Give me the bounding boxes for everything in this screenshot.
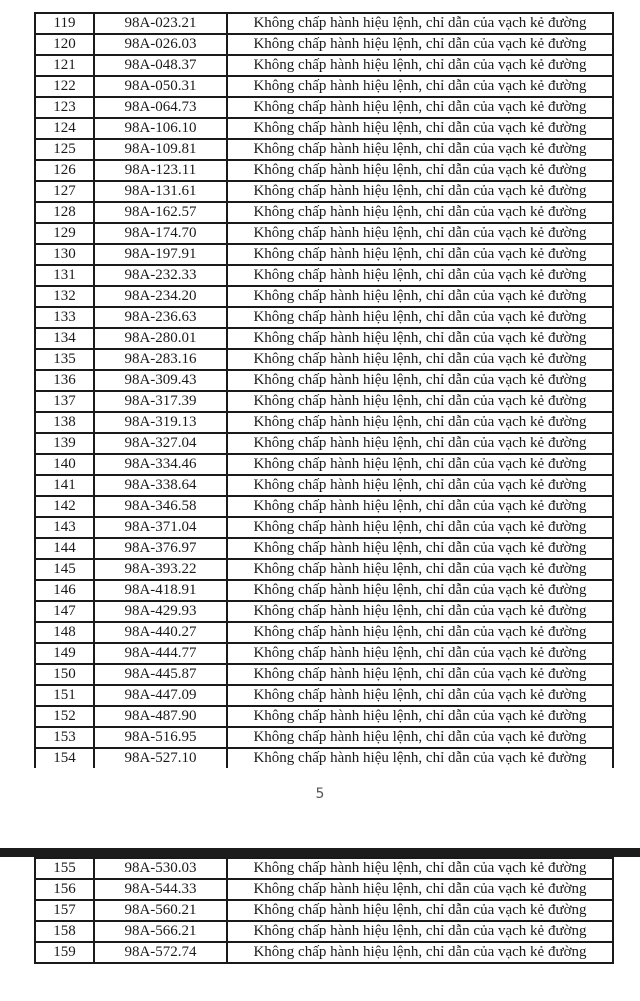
- table-row: [35, 454, 613, 475]
- violation-description: Không chấp hành hiệu lệnh, chỉ dẫn của vạch kẻ đường: [227, 181, 613, 202]
- row-number: 143: [35, 517, 94, 538]
- table-row: [35, 538, 613, 559]
- license-plate: 98A-376.97: [94, 538, 227, 559]
- table-row: [35, 496, 613, 517]
- license-plate: 98A-544.33: [94, 879, 227, 900]
- violation-description: Không chấp hành hiệu lệnh, chỉ dẫn của vạch kẻ đường: [227, 307, 613, 328]
- page-separator: [0, 848, 640, 857]
- violation-description: Không chấp hành hiệu lệnh, chỉ dẫn của vạch kẻ đường: [227, 223, 613, 244]
- violation-description: Không chấp hành hiệu lệnh, chỉ dẫn của vạch kẻ đường: [227, 454, 613, 475]
- row-number: 128: [35, 202, 94, 223]
- row-number: 150: [35, 664, 94, 685]
- table-body: [35, 858, 613, 963]
- table-row: [35, 858, 613, 879]
- license-plate: 98A-418.91: [94, 580, 227, 601]
- row-number: 132: [35, 286, 94, 307]
- license-plate: 98A-371.04: [94, 517, 227, 538]
- license-plate: 98A-572.74: [94, 942, 227, 963]
- license-plate: 98A-197.91: [94, 244, 227, 265]
- row-number: 130: [35, 244, 94, 265]
- violation-description: Không chấp hành hiệu lệnh, chỉ dẫn của vạch kẻ đường: [227, 496, 613, 517]
- row-number: 159: [35, 942, 94, 963]
- violation-description: Không chấp hành hiệu lệnh, chỉ dẫn của vạch kẻ đường: [227, 900, 613, 921]
- table-row: [35, 223, 613, 244]
- license-plate: 98A-234.20: [94, 286, 227, 307]
- table-row: [35, 328, 613, 349]
- table-row: [35, 580, 613, 601]
- license-plate: 98A-429.93: [94, 601, 227, 622]
- violation-description: Không chấp hành hiệu lệnh, chỉ dẫn của vạch kẻ đường: [227, 643, 613, 664]
- row-number: 136: [35, 370, 94, 391]
- table-row: [35, 685, 613, 706]
- row-number: 123: [35, 97, 94, 118]
- license-plate: 98A-530.03: [94, 858, 227, 879]
- row-number: 135: [35, 349, 94, 370]
- row-number: 134: [35, 328, 94, 349]
- table-row: [35, 475, 613, 496]
- table-row: [35, 244, 613, 265]
- table-row: [35, 181, 613, 202]
- license-plate: 98A-283.16: [94, 349, 227, 370]
- row-number: 145: [35, 559, 94, 580]
- row-number: 138: [35, 412, 94, 433]
- violation-description: Không chấp hành hiệu lệnh, chỉ dẫn của vạch kẻ đường: [227, 97, 613, 118]
- table-row: [35, 942, 613, 963]
- table-body: [35, 13, 613, 768]
- row-number: 152: [35, 706, 94, 727]
- violation-description: Không chấp hành hiệu lệnh, chỉ dẫn của vạch kẻ đường: [227, 727, 613, 748]
- table-row: [35, 265, 613, 286]
- violation-description: Không chấp hành hiệu lệnh, chỉ dẫn của vạch kẻ đường: [227, 921, 613, 942]
- row-number: 121: [35, 55, 94, 76]
- license-plate: 98A-064.73: [94, 97, 227, 118]
- table-row: [35, 601, 613, 622]
- table-row: [35, 900, 613, 921]
- table-row: [35, 517, 613, 538]
- violation-description: Không chấp hành hiệu lệnh, chỉ dẫn của vạch kẻ đường: [227, 370, 613, 391]
- table-row: [35, 664, 613, 685]
- row-number: 147: [35, 601, 94, 622]
- violation-description: Không chấp hành hiệu lệnh, chỉ dẫn của vạch kẻ đường: [227, 517, 613, 538]
- license-plate: 98A-566.21: [94, 921, 227, 942]
- violation-description: Không chấp hành hiệu lệnh, chỉ dẫn của vạch kẻ đường: [227, 622, 613, 643]
- table-row: [35, 286, 613, 307]
- row-number: 153: [35, 727, 94, 748]
- row-number: 151: [35, 685, 94, 706]
- violation-description: Không chấp hành hiệu lệnh, chỉ dẫn của vạch kẻ đường: [227, 55, 613, 76]
- row-number: 127: [35, 181, 94, 202]
- table-row: [35, 139, 613, 160]
- violation-description: Không chấp hành hiệu lệnh, chỉ dẫn của vạch kẻ đường: [227, 76, 613, 97]
- table-row: [35, 559, 613, 580]
- violation-description: Không chấp hành hiệu lệnh, chỉ dẫn của vạch kẻ đường: [227, 34, 613, 55]
- table-row: [35, 202, 613, 223]
- violation-description: Không chấp hành hiệu lệnh, chỉ dẫn của vạch kẻ đường: [227, 433, 613, 454]
- license-plate: 98A-445.87: [94, 664, 227, 685]
- violation-description: Không chấp hành hiệu lệnh, chỉ dẫn của vạch kẻ đường: [227, 748, 613, 768]
- violation-description: Không chấp hành hiệu lệnh, chỉ dẫn của vạch kẻ đường: [227, 879, 613, 900]
- license-plate: 98A-123.11: [94, 160, 227, 181]
- license-plate: 98A-131.61: [94, 181, 227, 202]
- row-number: 129: [35, 223, 94, 244]
- violation-description: Không chấp hành hiệu lệnh, chỉ dẫn của vạch kẻ đường: [227, 202, 613, 223]
- license-plate: 98A-319.13: [94, 412, 227, 433]
- row-number: 156: [35, 879, 94, 900]
- violation-description: Không chấp hành hiệu lệnh, chỉ dẫn của vạch kẻ đường: [227, 391, 613, 412]
- row-number: 137: [35, 391, 94, 412]
- row-number: 139: [35, 433, 94, 454]
- license-plate: 98A-023.21: [94, 13, 227, 34]
- row-number: 131: [35, 265, 94, 286]
- license-plate: 98A-440.27: [94, 622, 227, 643]
- license-plate: 98A-232.33: [94, 265, 227, 286]
- row-number: 155: [35, 858, 94, 879]
- violation-description: Không chấp hành hiệu lệnh, chỉ dẫn của vạch kẻ đường: [227, 412, 613, 433]
- table-row: [35, 727, 613, 748]
- row-number: 144: [35, 538, 94, 559]
- license-plate: 98A-560.21: [94, 900, 227, 921]
- violation-description: Không chấp hành hiệu lệnh, chỉ dẫn của vạch kẻ đường: [227, 118, 613, 139]
- violation-description: Không chấp hành hiệu lệnh, chỉ dẫn của vạch kẻ đường: [227, 13, 613, 34]
- row-number: 122: [35, 76, 94, 97]
- violation-table-page-5: [34, 12, 614, 772]
- violation-description: Không chấp hành hiệu lệnh, chỉ dẫn của vạch kẻ đường: [227, 685, 613, 706]
- violation-description: Không chấp hành hiệu lệnh, chỉ dẫn của vạch kẻ đường: [227, 475, 613, 496]
- table-row: [35, 97, 613, 118]
- violation-description: Không chấp hành hiệu lệnh, chỉ dẫn của vạch kẻ đường: [227, 286, 613, 307]
- row-number: 154: [35, 748, 94, 768]
- violation-description: Không chấp hành hiệu lệnh, chỉ dẫn của vạch kẻ đường: [227, 858, 613, 879]
- license-plate: 98A-527.10: [94, 748, 227, 768]
- table-row: [35, 433, 613, 454]
- table-row: [35, 349, 613, 370]
- license-plate: 98A-327.04: [94, 433, 227, 454]
- violation-table-page-6: [34, 857, 614, 964]
- violation-description: Không chấp hành hiệu lệnh, chỉ dẫn của vạch kẻ đường: [227, 349, 613, 370]
- license-plate: 98A-444.77: [94, 643, 227, 664]
- table-row: [35, 879, 613, 900]
- table-row: [35, 118, 613, 139]
- violation-description: Không chấp hành hiệu lệnh, chỉ dẫn của vạch kẻ đường: [227, 942, 613, 963]
- license-plate: 98A-334.46: [94, 454, 227, 475]
- violation-description: Không chấp hành hiệu lệnh, chỉ dẫn của vạch kẻ đường: [227, 244, 613, 265]
- table-row: [35, 921, 613, 942]
- violation-description: Không chấp hành hiệu lệnh, chỉ dẫn của vạch kẻ đường: [227, 706, 613, 727]
- license-plate: 98A-106.10: [94, 118, 227, 139]
- license-plate: 98A-338.64: [94, 475, 227, 496]
- table-row: [35, 13, 613, 34]
- table-row: [35, 412, 613, 433]
- license-plate: 98A-026.03: [94, 34, 227, 55]
- row-number: 158: [35, 921, 94, 942]
- table-row: [35, 160, 613, 181]
- license-plate: 98A-487.90: [94, 706, 227, 727]
- row-number: 126: [35, 160, 94, 181]
- license-plate: 98A-447.09: [94, 685, 227, 706]
- license-plate: 98A-109.81: [94, 139, 227, 160]
- license-plate: 98A-236.63: [94, 307, 227, 328]
- table-row: [35, 706, 613, 727]
- row-number: 120: [35, 34, 94, 55]
- table-row: [35, 622, 613, 643]
- table-row: [35, 76, 613, 97]
- violation-description: Không chấp hành hiệu lệnh, chỉ dẫn của vạch kẻ đường: [227, 664, 613, 685]
- row-number: 157: [35, 900, 94, 921]
- table-row: [35, 55, 613, 76]
- row-number: 148: [35, 622, 94, 643]
- violation-description: Không chấp hành hiệu lệnh, chỉ dẫn của vạch kẻ đường: [227, 328, 613, 349]
- row-number: 125: [35, 139, 94, 160]
- license-plate: 98A-309.43: [94, 370, 227, 391]
- license-plate: 98A-346.58: [94, 496, 227, 517]
- violation-description: Không chấp hành hiệu lệnh, chỉ dẫn của vạch kẻ đường: [227, 580, 613, 601]
- table-row: [35, 643, 613, 664]
- violation-description: Không chấp hành hiệu lệnh, chỉ dẫn của vạch kẻ đường: [227, 559, 613, 580]
- row-number: 146: [35, 580, 94, 601]
- license-plate: 98A-317.39: [94, 391, 227, 412]
- row-number: 149: [35, 643, 94, 664]
- license-plate: 98A-280.01: [94, 328, 227, 349]
- violation-description: Không chấp hành hiệu lệnh, chỉ dẫn của vạch kẻ đường: [227, 601, 613, 622]
- row-number: 119: [35, 13, 94, 34]
- table-row: [35, 307, 613, 328]
- license-plate: 98A-162.57: [94, 202, 227, 223]
- license-plate: 98A-516.95: [94, 727, 227, 748]
- table-row: [35, 748, 613, 768]
- row-number: 133: [35, 307, 94, 328]
- row-number: 124: [35, 118, 94, 139]
- license-plate: 98A-048.37: [94, 55, 227, 76]
- page-number: 5: [315, 786, 325, 802]
- row-number: 141: [35, 475, 94, 496]
- license-plate: 98A-174.70: [94, 223, 227, 244]
- violation-description: Không chấp hành hiệu lệnh, chỉ dẫn của vạch kẻ đường: [227, 538, 613, 559]
- row-number: 142: [35, 496, 94, 517]
- row-number: 140: [35, 454, 94, 475]
- table-row: [35, 391, 613, 412]
- violation-description: Không chấp hành hiệu lệnh, chỉ dẫn của vạch kẻ đường: [227, 265, 613, 286]
- violation-description: Không chấp hành hiệu lệnh, chỉ dẫn của vạch kẻ đường: [227, 139, 613, 160]
- table-row: [35, 34, 613, 55]
- license-plate: 98A-393.22: [94, 559, 227, 580]
- license-plate: 98A-050.31: [94, 76, 227, 97]
- table-row: [35, 370, 613, 391]
- violation-description: Không chấp hành hiệu lệnh, chỉ dẫn của vạch kẻ đường: [227, 160, 613, 181]
